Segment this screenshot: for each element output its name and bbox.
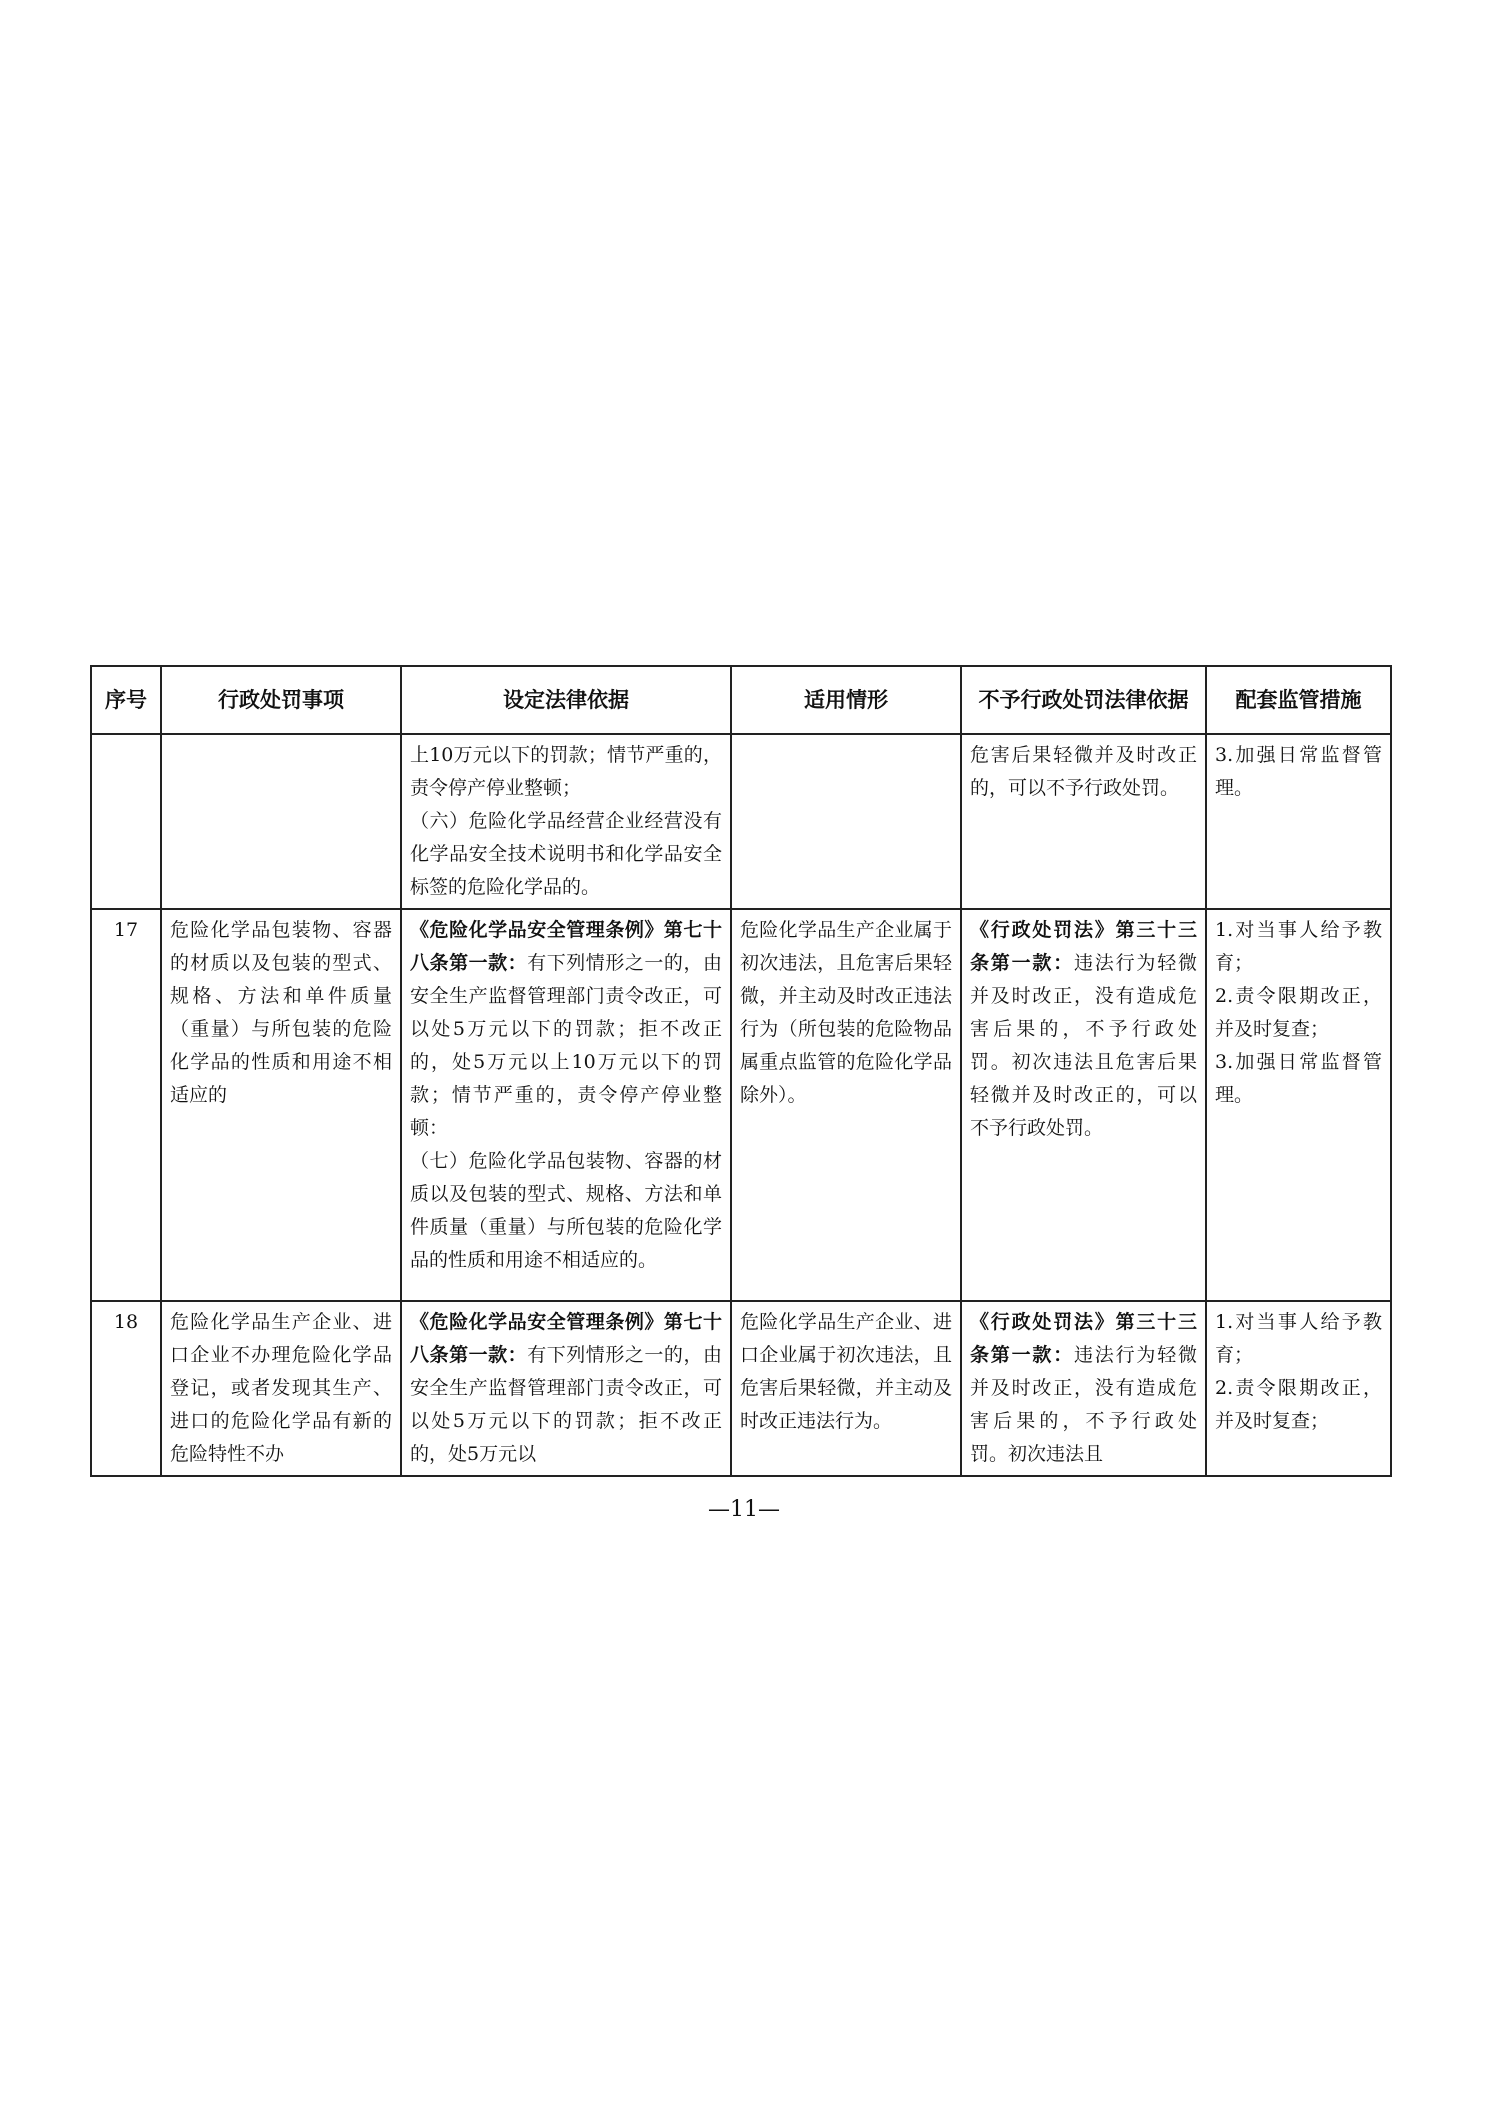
table-row [91,909,1391,1301]
cell-no: 17 [91,909,161,1301]
cell-basis: 《危险化学品安全管理条例》第七十八条第一款：有下列情形之一的，由安全生产监督管理部门责令改正，可以处5万元以下的罚款；拒不改正的，处5万元以 [401,1301,731,1476]
cell-no [91,734,161,909]
penalty-table [90,665,1392,1477]
cell-item [161,734,401,909]
cell-basis: 《危险化学品安全管理条例》第七十八条第一款：有下列情形之一的，由安全生产监督管理部门责令改正，可以处5万元以下的罚款；拒不改正的，处5万元以上10万元以下的罚款；情节严重的，责令停产停业整顿： （七）危险化学品包装物、容器的材质以及包装的型式、规格、方法和单件质量（重量）与所包装的危险化学品的性质和用途不相适应的。 [401,909,731,1301]
page-number: —11— [708,1497,780,1522]
header-measures: 配套监管措施 [1206,666,1391,734]
header-situation: 适用情形 [731,666,961,734]
cell-nopenalty: 《行政处罚法》第三十三条第一款：违法行为轻微并及时改正，没有造成危害后果的，不予行政处罚。初次违法且 [961,1301,1206,1476]
header-basis: 设定法律依据 [401,666,731,734]
header-no: 序号 [91,666,161,734]
cell-item: 危险化学品生产企业、进口企业不办理危险化学品登记，或者发现其生产、进口的危险化学品有新的危险特性不办 [161,1301,401,1476]
table-row [91,1301,1391,1476]
cell-item: 危险化学品包装物、容器的材质以及包装的型式、规格、方法和单件质量（重量）与所包装的危险化学品的性质和用途不相适应的 [161,909,401,1301]
table-row-continued [91,734,1391,909]
cell-situation [731,734,961,909]
cell-situation: 危险化学品生产企业、进口企业属于初次违法，且危害后果轻微，并主动及时改正违法行为。 [731,1301,961,1476]
cell-nopenalty: 《行政处罚法》第三十三条第一款：违法行为轻微并及时改正，没有造成危害后果的，不予行政处罚。初次违法且危害后果轻微并及时改正的，可以不予行政处罚。 [961,909,1206,1301]
cell-no: 18 [91,1301,161,1476]
header-item: 行政处罚事项 [161,666,401,734]
cell-situation: 危险化学品生产企业属于初次违法，且危害后果轻微，并主动及时改正违法行为（所包装的危险物品属重点监管的危险化学品除外）。 [731,909,961,1301]
cell-measures: 1.对当事人给予教育； 2.责令限期改正，并及时复查； 3.加强日常监督管理。 [1206,909,1391,1301]
cell-measures: 3.加强日常监督管理。 [1206,734,1391,909]
table-header-row [91,666,1391,734]
cell-nopenalty: 危害后果轻微并及时改正的，可以不予行政处罚。 [961,734,1206,909]
cell-basis: 上10万元以下的罚款；情节严重的，责令停产停业整顿； （六）危险化学品经营企业经营没有化学品安全技术说明书和化学品安全标签的危险化学品的。 [401,734,731,909]
cell-measures: 1.对当事人给予教育； 2.责令限期改正，并及时复查； [1206,1301,1391,1476]
header-nopenalty: 不予行政处罚法律依据 [961,666,1206,734]
